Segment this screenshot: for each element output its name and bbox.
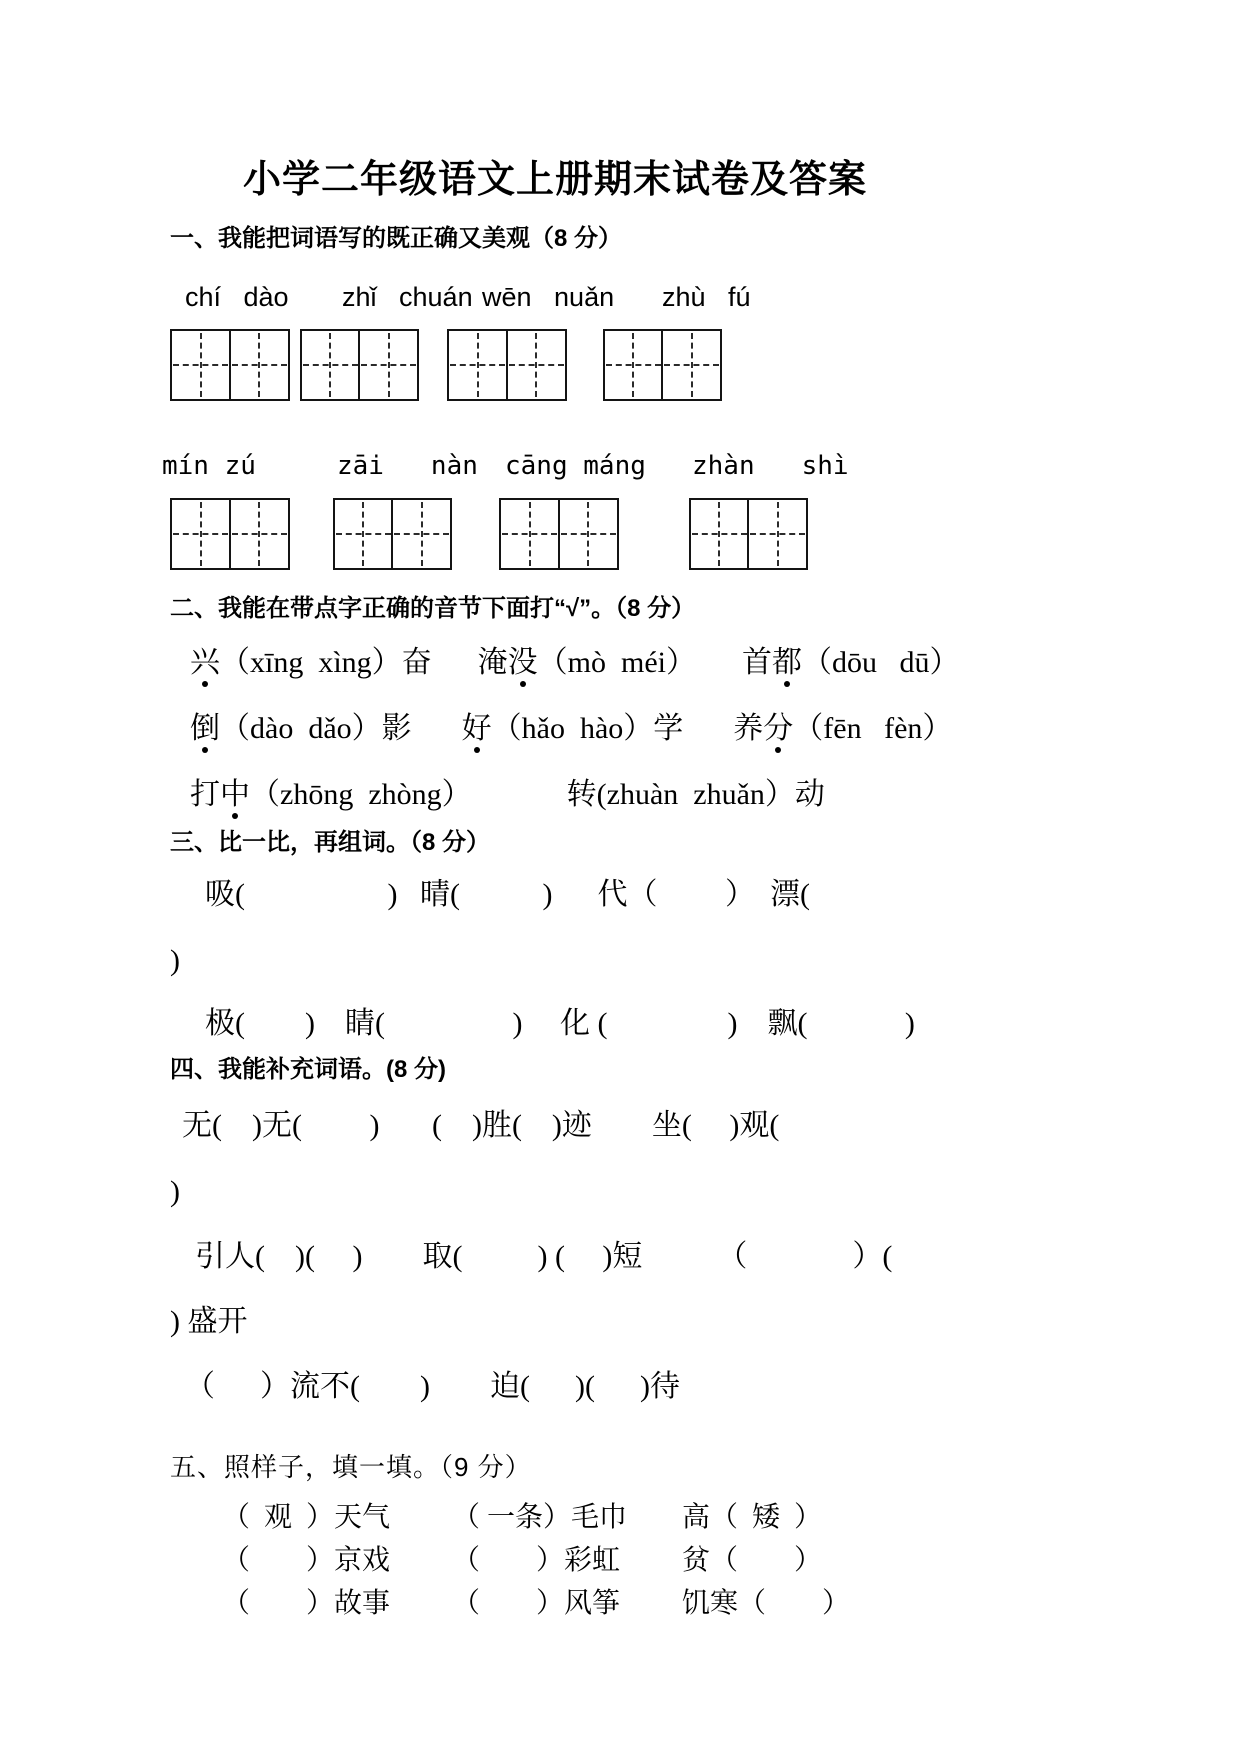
tianzige-box: [689, 498, 750, 570]
dashed-hline: [692, 533, 747, 535]
writing-grid-group: [447, 329, 567, 401]
dashed-hline: [173, 533, 228, 535]
question-line: [170, 778, 940, 812]
tianzige-box: [506, 329, 567, 401]
pinyin-label: zhǐ chuán: [342, 282, 473, 312]
tianzige-box: [447, 329, 508, 401]
fill-row: [170, 1545, 940, 1577]
tianzige-box: [558, 498, 619, 570]
section-five-heading: 五、照样子，填一填。（9 分）: [170, 1452, 532, 1482]
dashed-hline: [173, 364, 228, 366]
dashed-hline: [750, 533, 805, 535]
section-three-heading: 三、比一比，再组词。（8 分）: [170, 829, 491, 856]
section-one-heading: 一、我能把词语写的既正确又美观（8 分）: [170, 225, 623, 252]
fill-cell: （ 一条）毛巾: [452, 1502, 628, 1533]
text-chunk: 淹没（mò méi）: [477, 646, 696, 679]
question-line: [170, 712, 953, 746]
tianzige-box: [358, 329, 419, 401]
tianzige-box: [333, 498, 394, 570]
dashed-hline: [502, 533, 557, 535]
text-chunk: 养分（fēn fèn）: [733, 712, 953, 745]
writing-grid-group: [170, 329, 290, 401]
writing-grid-group: [333, 498, 453, 570]
tianzige-box: [229, 498, 290, 570]
pinyin-label: wēn nuǎn: [482, 282, 615, 312]
section-four-heading: 四、我能补充词语。(8 分): [170, 1056, 446, 1083]
fill-cell: 饥寒（ ）: [682, 1588, 851, 1619]
pinyin-label: zhù fú: [662, 282, 751, 312]
tianzige-box: [603, 329, 664, 401]
dashed-hline: [450, 364, 505, 366]
fill-cell: （ ）故事: [222, 1588, 391, 1619]
dashed-hline: [394, 533, 449, 535]
dotted-char: 中: [220, 778, 250, 811]
fill-cell: 高（ 矮 ）: [682, 1502, 823, 1533]
paren-line: ): [170, 944, 180, 977]
pinyin-label: chí dào: [185, 282, 289, 312]
pinyin-row-2: [162, 451, 940, 481]
tianzige-box: [747, 498, 808, 570]
paren-line: ): [170, 1175, 180, 1208]
question-line: 无( )无( ) ( )胜( )迹 坐( )观(: [182, 1109, 780, 1142]
fill-cell: （ 观 ）天气: [222, 1502, 391, 1533]
paren-line: ) 盛开: [170, 1305, 248, 1338]
text-chunk: 转(zhuàn zhuǎn）动: [566, 778, 825, 811]
dashed-hline: [336, 533, 391, 535]
dashed-hline: [232, 533, 287, 535]
writing-grid-group: [499, 498, 619, 570]
tianzige-box: [170, 498, 231, 570]
dotted-char: 倒: [190, 712, 220, 745]
question-line: （ ）流不( ) 迫( )( )待: [185, 1370, 680, 1403]
dotted-char: 都: [772, 646, 802, 679]
pinyin-row-1: [170, 282, 940, 312]
tianzige-box: [499, 498, 560, 570]
dotted-char: 兴: [190, 646, 220, 679]
fill-row: [170, 1502, 940, 1534]
question-line: 吸( ) 晴( ) 代（ ） 漂(: [205, 878, 810, 911]
question-line: [170, 646, 960, 680]
pinyin-label: zāi nàn: [337, 451, 478, 481]
section-two-heading: 二、我能在带点字正确的音节下面打“√”。（8 分）: [170, 595, 696, 622]
writing-grid-group: [603, 329, 723, 401]
fill-cell: 贫（ ）: [682, 1545, 823, 1576]
dashed-hline: [664, 364, 719, 366]
exam-title: 小学二年级语文上册期末试卷及答案: [242, 159, 867, 201]
dashed-hline: [303, 364, 358, 366]
text-chunk: 倒（dào dǎo）影: [190, 712, 412, 745]
question-line: 极( ) 睛( ) 化 ( ) 飘( ): [205, 1007, 915, 1040]
dashed-hline: [232, 364, 287, 366]
dotted-char: 没: [507, 646, 538, 679]
text-chunk: 打中（zhōng zhòng）: [190, 778, 472, 811]
dotted-char: 好: [461, 712, 492, 745]
pinyin-label: cāng máng: [505, 451, 646, 481]
exam-page: [162, 0, 960, 1620]
tianzige-box: [661, 329, 722, 401]
writing-grid-group: [689, 498, 809, 570]
dashed-hline: [606, 364, 661, 366]
text-chunk: 兴（xīng xìng）奋: [190, 646, 432, 679]
text-chunk: 首都（dōu dū）: [742, 646, 960, 679]
dotted-char: 分: [763, 712, 794, 745]
writing-grid-group: [300, 329, 420, 401]
fill-row: [170, 1588, 940, 1620]
writing-grid-row-1: [170, 329, 940, 401]
pinyin-label: mín zú: [162, 451, 256, 481]
fill-cell: （ ）风筝: [452, 1588, 621, 1619]
dashed-hline: [509, 364, 564, 366]
writing-grid-group: [170, 498, 290, 570]
tianzige-box: [229, 329, 290, 401]
dashed-hline: [561, 533, 616, 535]
writing-grid-row-2: [170, 498, 940, 570]
tianzige-box: [391, 498, 452, 570]
dashed-hline: [361, 364, 416, 366]
pinyin-label: zhàn shì: [692, 451, 849, 481]
fill-cell: （ ）京戏: [222, 1545, 391, 1576]
question-line: 引人( )( ) 取( ) ( )短 （ ）(: [195, 1240, 893, 1273]
tianzige-box: [300, 329, 361, 401]
fill-cell: （ ）彩虹: [452, 1545, 621, 1576]
text-chunk: 好（hǎo hào）学: [461, 712, 684, 745]
tianzige-box: [170, 329, 231, 401]
